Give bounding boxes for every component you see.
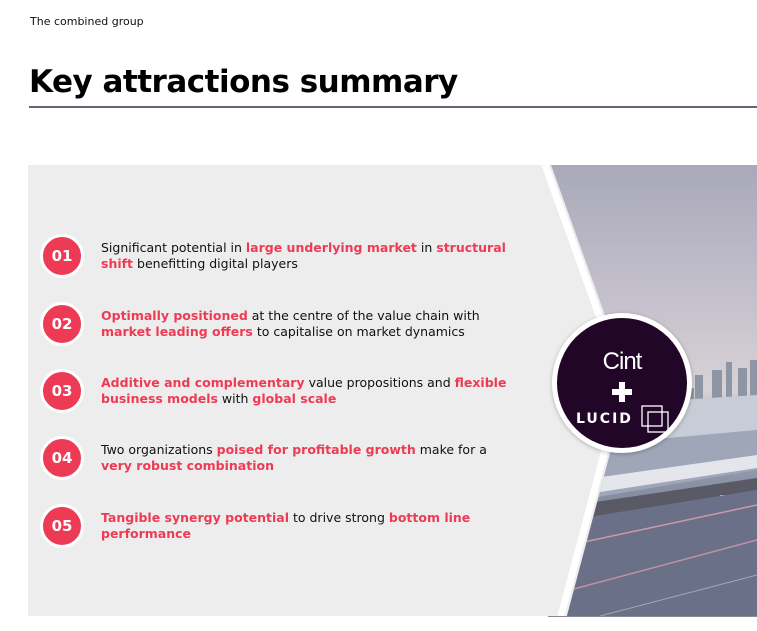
number-badge: 05 [40, 504, 84, 548]
list-item [40, 232, 521, 278]
list-item [40, 434, 521, 480]
number-badge: 04 [40, 436, 84, 480]
page-title: Key attractions summary [29, 64, 458, 100]
item-text: Tangible synergy potential to drive strong bottom line performance [101, 510, 471, 541]
list-item [40, 300, 521, 346]
number-badge: 02 [40, 302, 84, 346]
item-text: Two organizations poised for profitable growth make for a very robust combination [101, 442, 487, 473]
item-text: Additive and complementary value propositions and flexible business models with global scale [101, 375, 507, 406]
item-text: Significant potential in large underlying market in structural shift benefitting digital players [101, 240, 506, 271]
number-badge: 01 [40, 234, 84, 278]
item-text: Optimally positioned at the centre of the value chain with market leading offers to capitalise on market dynamics [101, 308, 480, 339]
cint-lucid-logo [552, 313, 692, 453]
list-item [40, 502, 521, 548]
number-badge: 03 [40, 369, 84, 413]
section-label: The combined group [30, 15, 144, 28]
lucid-squares-icon [641, 405, 671, 435]
list-item [40, 367, 521, 413]
lucid-wordmark: LUCID [576, 411, 633, 427]
plus-icon [612, 382, 632, 402]
cint-wordmark: Cint [602, 348, 642, 375]
